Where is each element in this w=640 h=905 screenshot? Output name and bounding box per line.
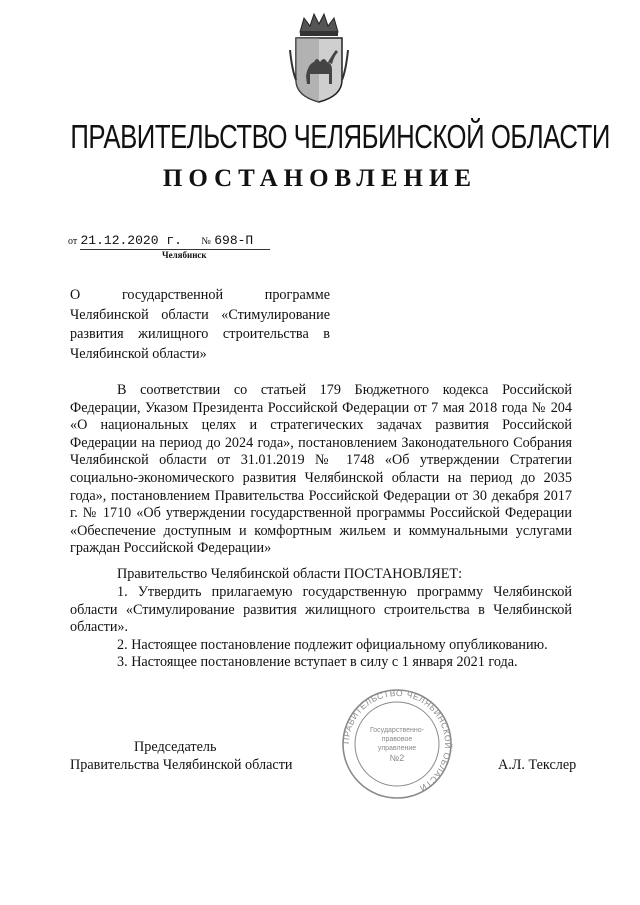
stamp-inner-line-2: правовое <box>381 736 413 743</box>
decree-item: 3. Настоящее постановление вступает в силу с 1 января 2021 года. <box>117 654 518 671</box>
document-number: 698-П <box>214 233 254 248</box>
stamp-inner-line-3: управление <box>377 745 417 752</box>
decree-items <box>70 584 572 672</box>
stamp-inner-line-1: Государственно- <box>369 727 425 734</box>
number-prefix: № <box>201 236 211 247</box>
stamp-outer-text: ПРАВИТЕЛЬСТВО ЧЕЛЯБИНСКОЙ ОБЛАСТИ <box>340 688 454 794</box>
decree-item: 2. Настоящее постановление подлежит официальному опубликованию. <box>117 636 548 653</box>
signatory-name: А.Л. Текслер <box>498 757 577 773</box>
government-title: ПРАВИТЕЛЬСТВО ЧЕЛЯБИНСКОЙ ОБЛАСТИ <box>70 118 610 155</box>
date-number-line <box>68 232 253 248</box>
city-name: Челябинск <box>162 250 207 260</box>
signatory-position <box>70 738 310 774</box>
official-stamp <box>324 688 470 800</box>
date-prefix: от <box>68 236 78 247</box>
decree-text: Правительство Челябинской области ПОСТАНОВЛЯЕТ: <box>117 566 463 582</box>
decree-item: 1. Утвердить прилагаемую государственную программу Челябинской области «Стимулирование развития жилищного строительства в Челябинской области». <box>70 584 572 636</box>
document-subject: О государственной программе Челябинской области «Стимулирование развития жилищного строительства в Челябинской области» <box>70 287 330 362</box>
coat-of-arms-emblem <box>286 10 352 104</box>
position-line-2: Правительства Челябинской области <box>70 757 293 773</box>
position-line-1: Председатель <box>134 739 217 755</box>
decree-line <box>70 566 572 583</box>
preamble-block <box>70 382 572 558</box>
document-type: ПОСТАНОВЛЕНИЕ <box>162 165 478 192</box>
stamp-inner-line-4: №2 <box>389 753 405 763</box>
document-date: 21.12.2020 г. <box>80 233 182 248</box>
preamble-paragraph: В соответствии со статьей 179 Бюджетного кодекса Российской Федерации, Указом Президента Российской Федерации от 7 мая 2018 года № 204 «О национальных целях и стратегических задачах развития Российской Федерации на период до 2024 года», постановлением Законодательного Собрания Челябинской области от 31.01.2019 № 1748 «Об утверждении Стратегии социально-экономического развития Челябинской области на период до 2035 года», постановлением Правительства Российской Федерации от 30 декабря 2017 г. № 1710 «Об утверждении государственной программы Российской Федерации «Обеспечение доступным и комфортным жильем и коммунальными услугами граждан Российской Федерации» <box>70 382 572 557</box>
